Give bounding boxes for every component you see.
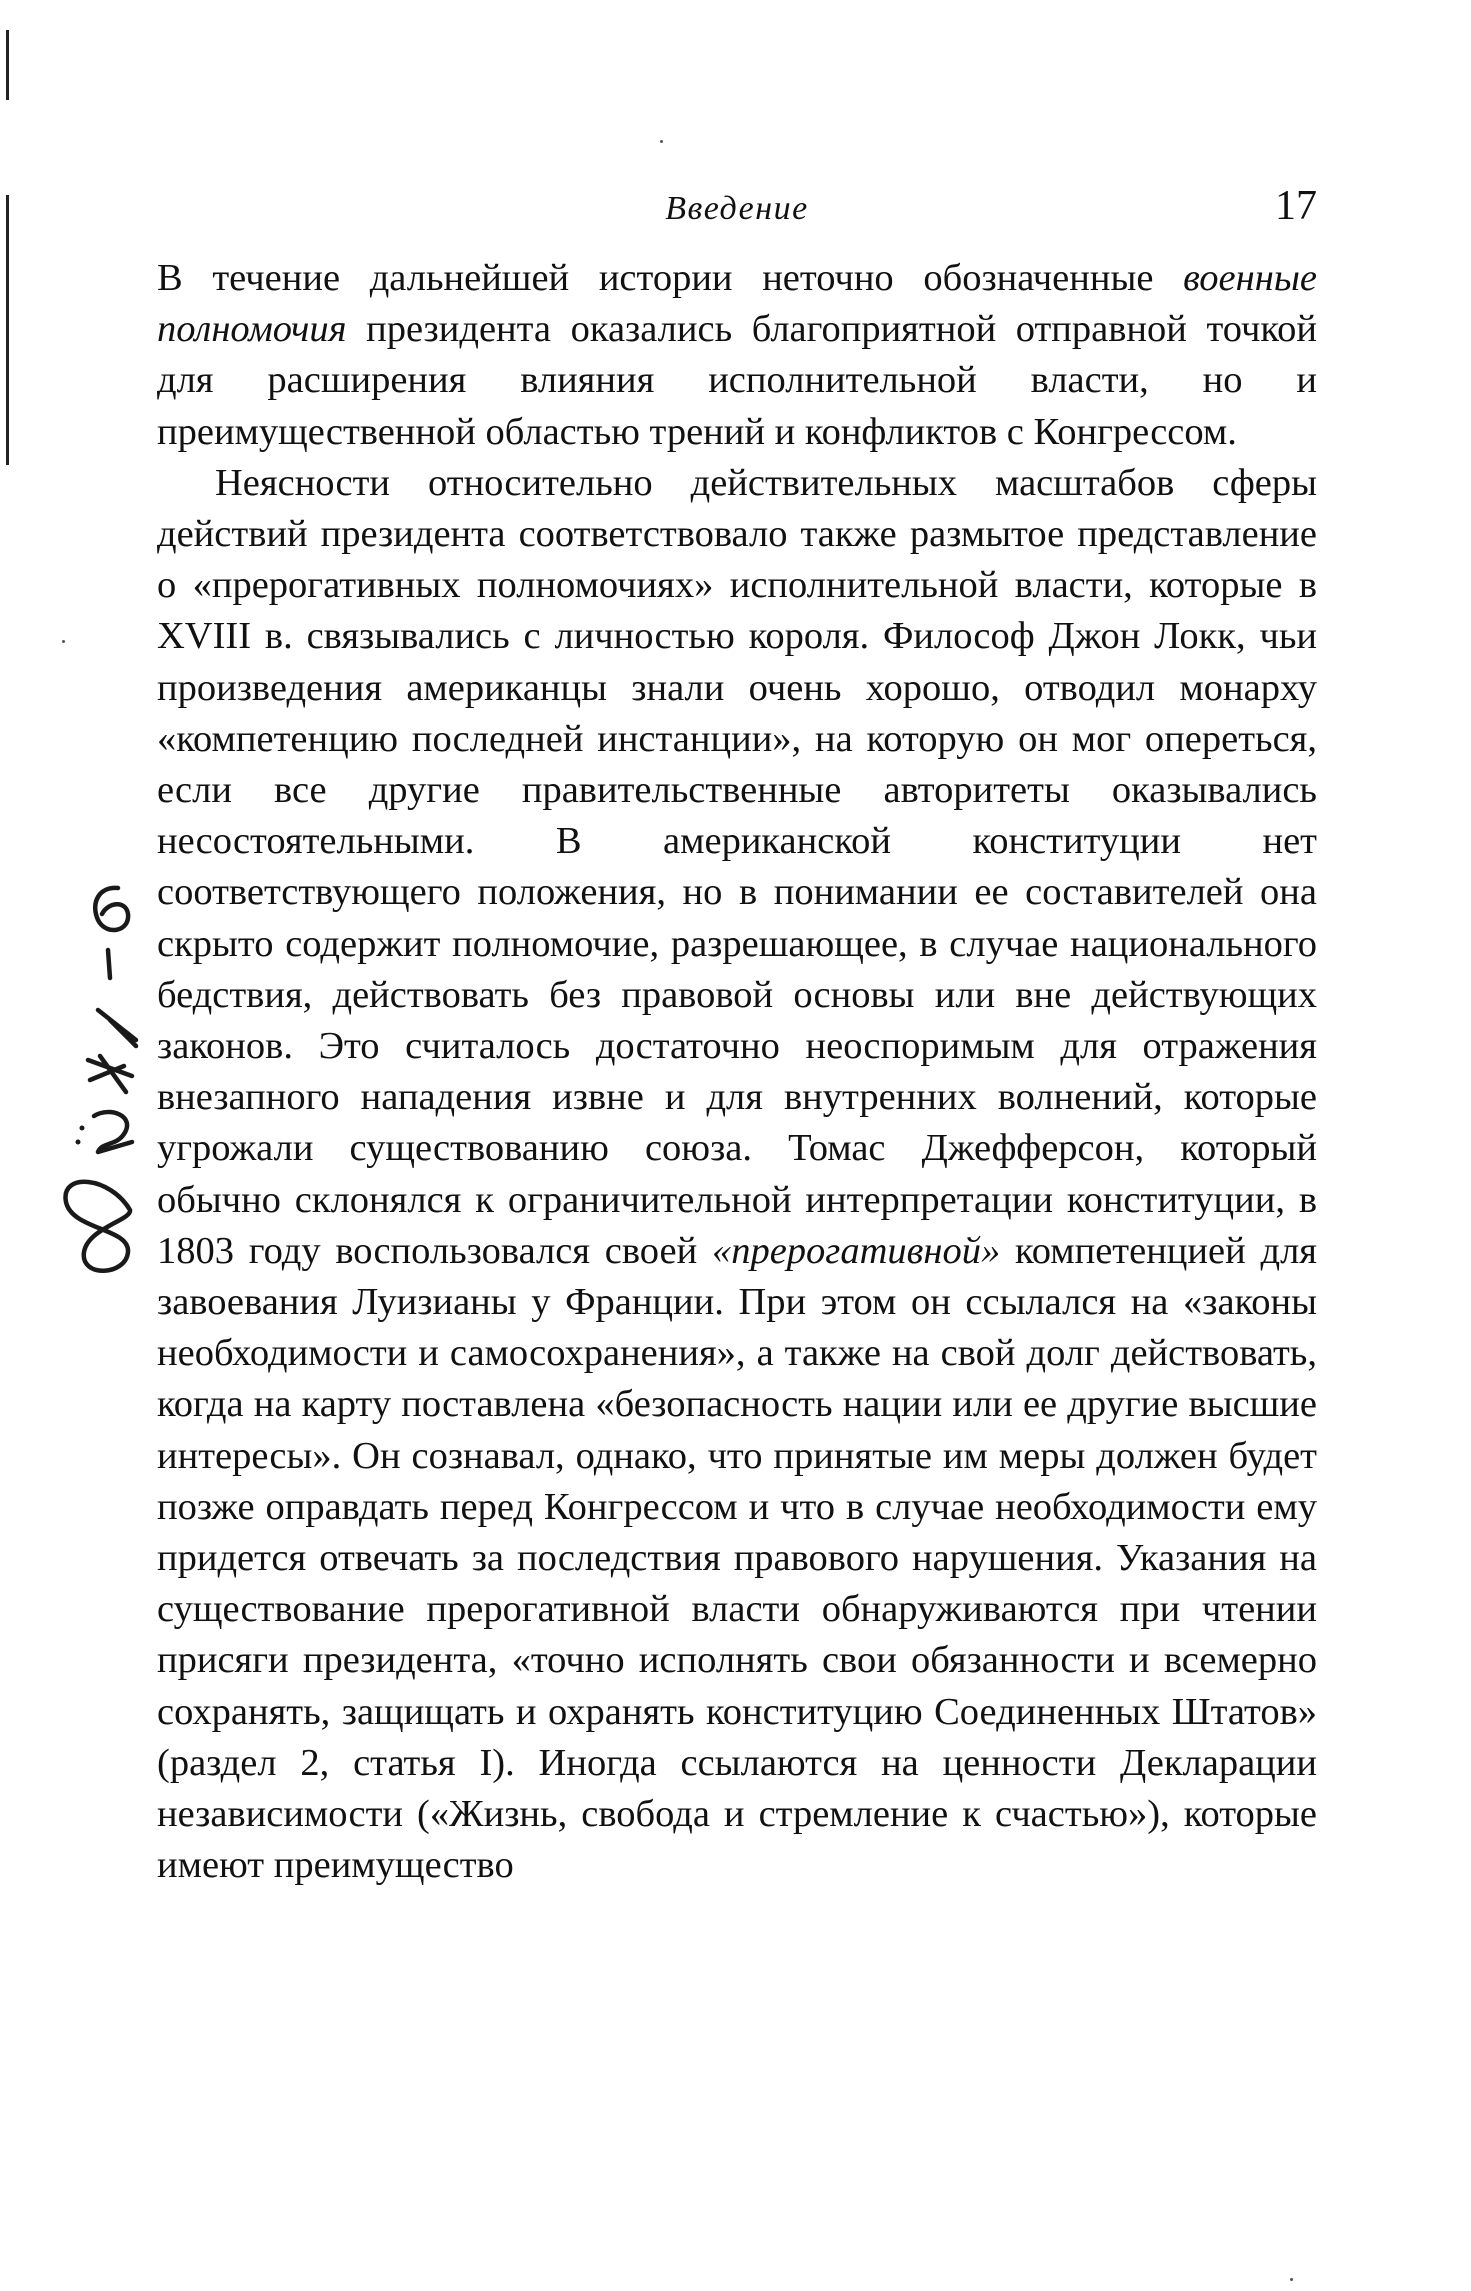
body-text xyxy=(157,253,1317,1892)
scan-edge-line xyxy=(6,195,9,465)
page-header xyxy=(157,183,1317,236)
paragraph-text: компетенцией для завоевания Луизианы у Франции. При этом он ссылался на «законы необходимости и самосохранения», а также на свой долг действовать, когда на карту поставлена «безопасность нации или ее другие высшие интересы». Он сознавал, однако, что принятые им меры должен будет позже оправдать перед Конгрессом и что в случае необходимости ему придется отвечать за последствия правового нарушения. Указания на существование прерогативной власти обнаруживаются при чтении присяги президента, «точно исполнять свои обязанности и всемерно сохранять, защищать и охранять конституцию Соединенных Штатов» (раздел 2, статья I). Иногда ссылаются на ценности Декларации независимости («Жизнь, свобода и стремление к счастью»), которые имеют преимущество xyxy=(157,1229,1317,1887)
page-number: 17 xyxy=(1275,183,1317,229)
paragraph xyxy=(157,458,1317,1892)
scan-speck xyxy=(660,140,663,143)
scan-edge-line xyxy=(6,30,9,100)
running-head: Введение xyxy=(665,190,809,227)
paragraph-text: В течение дальнейшей истории неточно обозначенные xyxy=(157,257,1184,299)
emphasis-text: военные полномочия xyxy=(157,257,1317,351)
scan-speck xyxy=(62,640,65,643)
paragraph-text: Неясности относительно действительных масштабов сферы действий президента соответствовало также размытое представление о «прерогативных полномочиях» исполнительной власти, которые в XVIII в. связывались с личностью короля. Философ Джон Локк, чьи произведения американцы знали очень хорошо, отводил монарху «компетенцию последней инстанции», на которую он мог опереться, если все другие правительственные авторитеты оказывались несостоятельными. В американской конституции нет соответствующего положения, но в понимании ее составителей она скрыто содержит полномочие, разрешающее, в случае национального бедствия, действовать без правовой основы или вне действующих законов. Это считалось достаточно неоспоримым для отражения внезапного нападения извне и для внутренних волнений, которые угрожали существованию союза. Томас Джефферсон, который обычно склонялся к ограничительной интерпретации конституции, в 1803 году воспользовался своей xyxy=(157,461,1317,1272)
emphasis-text: «прерогативной» xyxy=(711,1229,1001,1272)
scan-speck xyxy=(1290,2278,1293,2281)
paragraph xyxy=(157,253,1317,458)
handwritten-margin-note xyxy=(40,880,150,1300)
paragraph-text: президента оказались благоприятной отправной точкой для расширения влияния исполнительной власти, но и преимущественной областью трений и конфликтов с Конгрессом. xyxy=(157,308,1317,453)
